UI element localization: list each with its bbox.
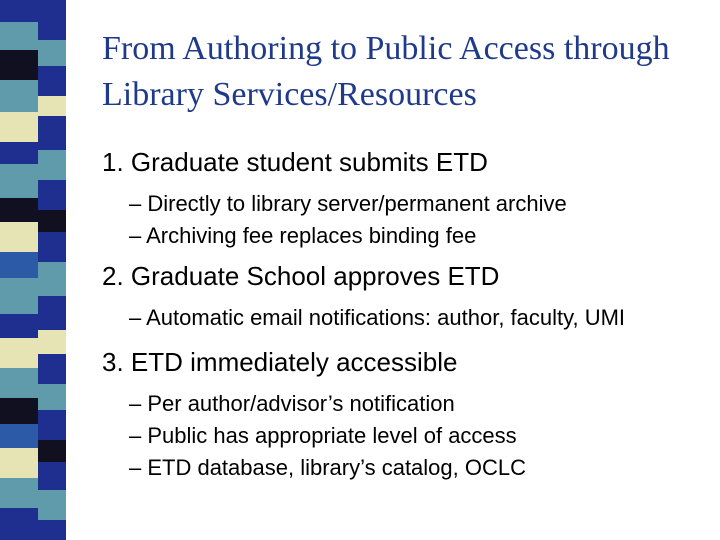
stripe-block — [38, 210, 66, 232]
stripe-block — [0, 22, 38, 50]
stripe-block — [0, 252, 38, 278]
stripe-block — [38, 490, 66, 520]
stripe-block — [0, 368, 38, 398]
sub-bullet: – Per author/advisor’s notification — [129, 391, 455, 416]
stripe-block — [38, 96, 66, 116]
sub-bullet: – Public has appropriate level of access — [129, 423, 517, 448]
stripe-block — [38, 150, 66, 180]
stripe-block — [0, 398, 38, 424]
stripe-block — [0, 0, 38, 22]
stripe-block — [38, 40, 66, 66]
sub-bullet: – Archiving fee replaces binding fee — [129, 223, 477, 248]
stripe-block — [0, 278, 38, 314]
stripe-block — [0, 222, 38, 252]
stripe-block — [0, 142, 38, 164]
stripe-block — [38, 330, 66, 354]
bullet-point-2: 2. Graduate School approves ETD — [102, 261, 500, 291]
decorative-side-stripe — [0, 0, 66, 540]
stripe-block — [0, 198, 38, 222]
stripe-block — [0, 448, 38, 478]
stripe-block — [0, 338, 38, 368]
stripe-block — [0, 314, 38, 338]
stripe-block — [0, 424, 38, 448]
slide-title: From Authoring to Public Access through Library Services/Resources — [102, 30, 670, 113]
stripe-block — [0, 478, 38, 508]
stripe-block — [0, 508, 38, 540]
stripe-block — [0, 164, 38, 198]
bullet-point-3: 3. ETD immediately accessible — [102, 347, 458, 377]
bullet-point-1: 1. Graduate student submits ETD — [102, 147, 488, 177]
stripe-block — [38, 384, 66, 410]
stripe-block — [0, 50, 38, 80]
stripe-block — [38, 440, 66, 462]
slide-content — [102, 145, 702, 481]
sub-bullet: – Directly to library server/permanent archive — [129, 191, 567, 216]
sub-bullet: – ETD database, library’s catalog, OCLC — [129, 455, 526, 480]
stripe-block — [38, 262, 66, 296]
sub-bullet: – Automatic email notifications: author, faculty, UMI — [129, 305, 626, 330]
stripe-block — [0, 80, 38, 112]
stripe-block — [0, 112, 38, 142]
